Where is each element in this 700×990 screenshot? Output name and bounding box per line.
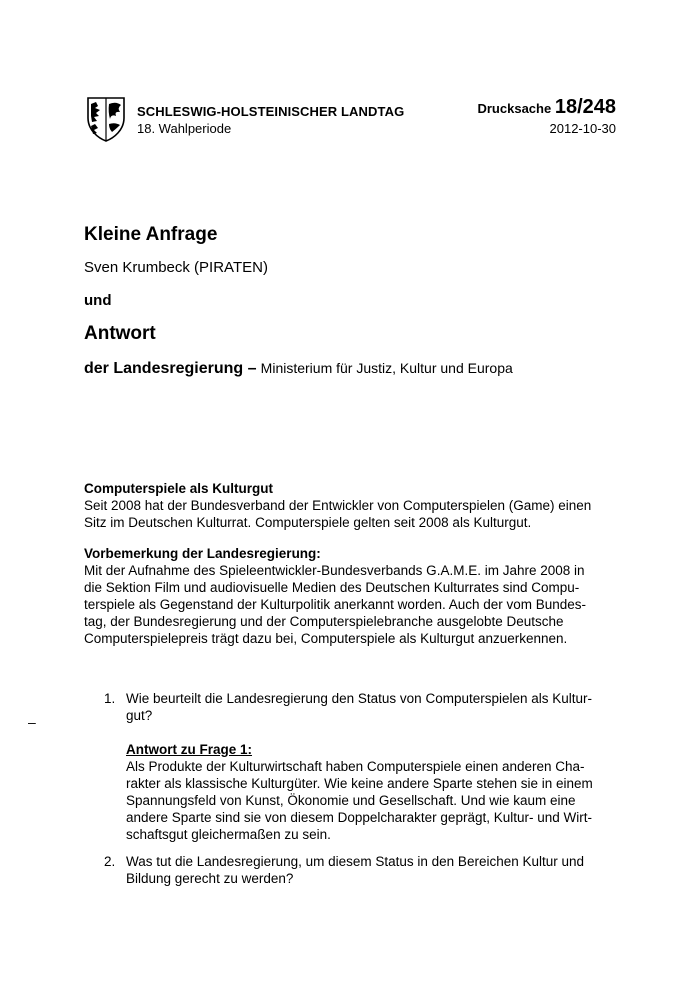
text-line: rakter als klassische Kulturgüter. Wie keine andere Sparte stehen sie in einem	[126, 776, 593, 791]
institution-name: SCHLESWIG-HOLSTEINISCHER LANDTAG	[137, 104, 405, 119]
document-number-value: 18/248	[554, 96, 616, 118]
author: Sven Krumbeck (PIRATEN)	[84, 259, 268, 276]
vorbemerkung-title: Vorbemerkung der Landesregierung:	[84, 546, 321, 561]
text-line: Seit 2008 hat der Bundesverband der Entwickler von Computerspielen (Game) einen	[84, 498, 592, 513]
text-line: die Sektion Film und audiovisuelle Medien des Deutschen Kulturrates sind Compu-	[84, 580, 580, 595]
document-date: 2012-10-30	[549, 121, 616, 136]
intro-section	[84, 480, 624, 531]
question-1	[104, 690, 624, 724]
text-line: Bildung gerecht zu werden?	[126, 871, 294, 886]
question-number: 2.	[104, 854, 116, 869]
text-line: Mit der Aufnahme des Spieleentwickler-Bundesverbands G.A.M.E. im Jahre 2008 in	[84, 563, 585, 578]
text-line: Als Produkte der Kulturwirtschaft haben Computerspiele einen anderen Cha-	[126, 759, 585, 774]
answer-1	[126, 741, 626, 843]
intro-title: Computerspiele als Kulturgut	[84, 481, 274, 496]
question-number: 1.	[104, 691, 116, 706]
ministry-name: Ministerium für Justiz, Kultur und Europa	[260, 360, 513, 376]
document-number	[477, 96, 616, 119]
question-2	[104, 853, 624, 887]
text-line: Computerspielepreis trägt dazu bei, Computerspiele als Kulturgut anzuerkennen.	[84, 631, 568, 646]
conjunction-und: und	[84, 292, 112, 309]
text-line: Wie beurteilt die Landesregierung den Status von Computerspielen als Kultur-	[126, 691, 593, 706]
vorbemerkung-section	[84, 545, 624, 647]
text-line: terspiele als Gegenstand der Kulturpolitik anerkannt worden. Auch der vom Bundes-	[84, 597, 587, 612]
government-line	[84, 360, 513, 378]
government-label: der Landesregierung –	[84, 360, 257, 377]
text-line: tag, der Bundesregierung und der Computerspielebranche ausgelobte Deutsche	[84, 614, 564, 629]
margin-mark: –	[28, 714, 36, 730]
text-line: andere Sparte sind sie von diesem Doppelcharakter geprägt, Kultur- und Wirt-	[126, 810, 592, 825]
answer-title: Antwort zu Frage 1:	[126, 742, 253, 757]
text-line: gut?	[126, 708, 153, 723]
text-line: schaftsgut gleichermaßen zu sein.	[126, 827, 331, 842]
document-label: Drucksache	[477, 101, 552, 116]
text-line: Spannungsfeld von Kunst, Ökonomie und Gesellschaft. Und wie kaum eine	[126, 793, 576, 808]
text-line: Was tut die Landesregierung, um diesem Status in den Bereichen Kultur und	[126, 854, 585, 869]
coat-of-arms-icon	[86, 96, 126, 142]
heading-antwort: Antwort	[84, 323, 156, 344]
text-line: Sitz im Deutschen Kulturrat. Computerspiele gelten seit 2008 als Kulturgut.	[84, 515, 532, 530]
heading-kleine-anfrage: Kleine Anfrage	[84, 224, 218, 245]
electoral-period: 18. Wahlperiode	[137, 121, 232, 136]
